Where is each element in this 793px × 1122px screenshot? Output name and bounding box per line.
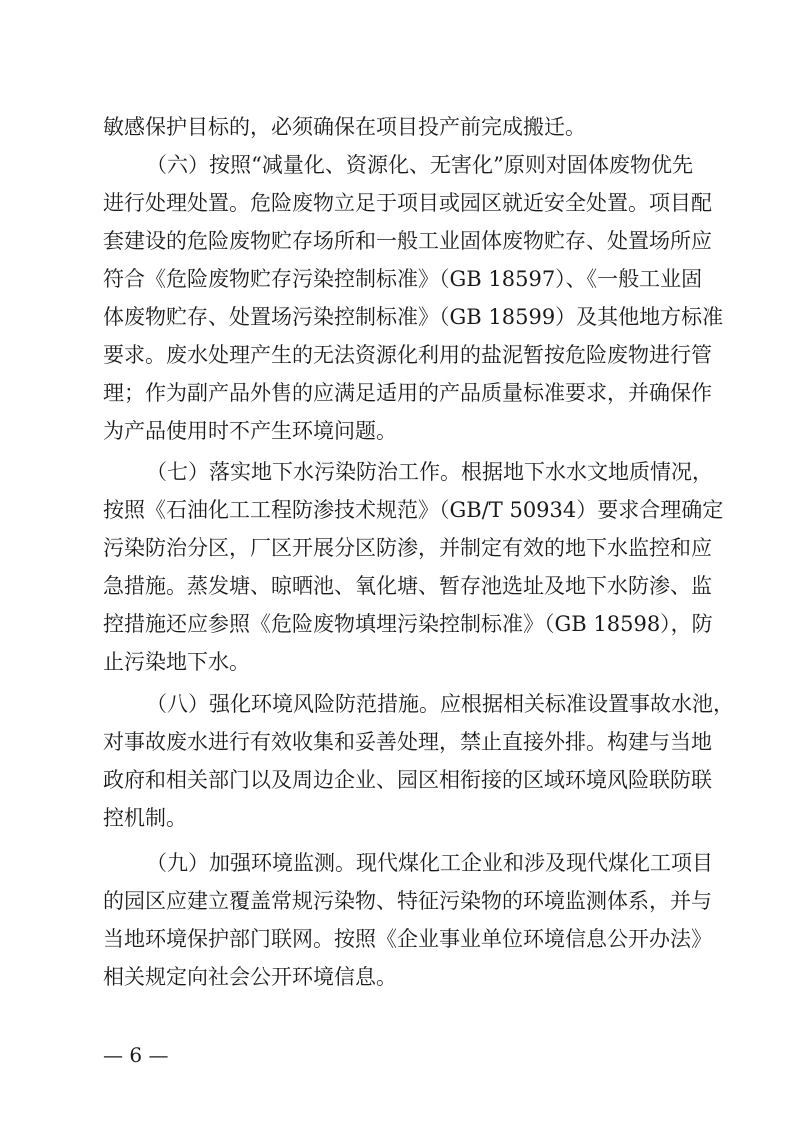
text-line: 敏感保护目标的，必须确保在项目投产前完成搬迁。 [103,115,586,139]
text-line: 急措施。蒸发塘、晾晒池、氧化塘、暂存池选址及地下水防渗、监 [103,574,712,598]
paragraph-6-line: （六）按照“减量化、资源化、无害化”原则对固体废物优先 [146,153,693,177]
text-line: 为产品使用时不产生环境问题。 [103,419,397,443]
text-line: 符合《危险废物贮存污染控制标准》（GB 18597）、《一般工业固 [103,267,703,291]
paragraph-8-line: （八）强化环境风险防范措施。应根据相关标准设置事故水池， [146,692,734,716]
paragraph-9-line: （九）加强环境监测。现代煤化工企业和涉及现代煤化工项目 [146,851,713,875]
text-line: 理；作为副产品外售的应满足适用的产品质量标准要求，并确保作 [103,381,712,405]
text-line: 的园区应建立覆盖常规污染物、特征污染物的环境监测体系，并与 [103,889,712,913]
text-line: 当地环境保护部门联网。按照《企业事业单位环境信息公开办法》 [103,927,712,951]
text-line: 对事故废水进行有效收集和妥善处理，禁止直接外排。构建与当地 [103,730,712,754]
text-line: 按照《石油化工工程防渗技术规范》（GB/T 50934）要求合理确定 [103,498,724,522]
text-line: 进行处理处置。危险废物立足于项目或园区就近安全处置。项目配 [103,191,712,215]
text-line: 控机制。 [103,806,187,830]
text-line: 控措施还应参照《危险废物填埋污染控制标准》（GB 18598），防 [103,612,713,636]
page-number: — 6 — [103,1043,169,1067]
text-line: 套建设的危险废物贮存场所和一般工业固体废物贮存、处置场所应 [103,229,712,253]
text-line: 污染防治分区，厂区开展分区防渗，并制定有效的地下水监控和应 [103,536,712,560]
text-line: 相关规定向社会公开环境信息。 [103,965,397,989]
text-line: 要求。废水处理产生的无法资源化利用的盐泥暂按危险废物进行管 [103,343,712,367]
paragraph-7-line: （七）落实地下水污染防治工作。根据地下水水文地质情况， [146,460,713,484]
text-line: 政府和相关部门以及周边企业、园区相衔接的区域环境风险联防联 [103,768,712,792]
text-line: 体废物贮存、处置场污染控制标准》（GB 18599）及其他地方标准 [103,305,724,329]
text-line: 止污染地下水。 [103,650,250,674]
